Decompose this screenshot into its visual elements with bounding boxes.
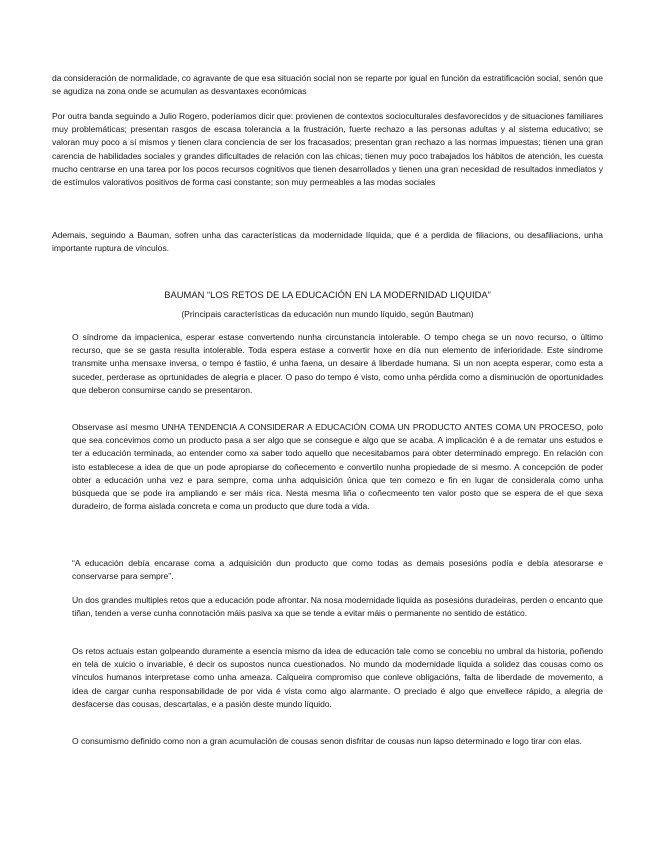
paragraph-retos-actuais: Os retos actuais estan golpeando duramente a esencia mismo da idea de educación tale como se concebiu no umbral da historia, poñendo en tela de xuicio o invariable, é decir os supostos nunca cuestionados. No mundo da modernidade liquida a solidez das cousas como os vínculos humanos interpretase como unha ameaza. Calqueira compromiso que conleve obligacións, falta de liberdade de movemento, a idea de cargar cunha responsabilidade de por vida é vista como algo alarmante. O preciado é algo que envellece rápido, a alegria de desfacerse das cousas, descartalas, e a pasión deste mundo líquido. (72, 646, 603, 709)
paragraph-impaciencia: O síndrome da impacienica, esperar estase convertendo nunha circunstancia intolerable. O tempo chega se un novo recurso, o último recurso, que se se gasta resulta intolerable. Toda espera estase a convertir hoxe en día nun elemento de inferioridade. Este síndrome transmite unha mensaxe inversa, o tempo é fastiio, é unha faena, un desaire á liberdade humana. Si un non acepta esperar, como esta a suceder, perderase as oprtunidades de alegria e placer. O paso do tempo é visto, como unha pérdida como a disminución de oportunidades que deberon consumirse cando se presentaron. (72, 332, 603, 395)
paragraph-normalidade: da consideración de normalidade, co agravante de que esa situación social non se reparte por igual en función da estratificación social, senón que se agudiza na zona onde se acumulan as desvantaxes económicas (52, 73, 603, 97)
section-subtitle: (Principais características da educación nun mundo líquido, según Bautman) (181, 309, 474, 319)
section-title: BAUMAN “LOS RETOS DE LA EDUCACIÓN EN LA MODERNIDAD LIQUIDA” (164, 289, 491, 300)
paragraph-educacion-producto: Observase así mesmo UNHA TENDENCIA A CONSIDERAR A EDUCACIÓN COMA UN PRODUCTO ANTES COMA UN PROCESO, polo que sea concevimos como un producto pasa a ser algo que se consegue e algo que se acaba. A implicación é a de rematar uns estudos e ter a educación terminada, ao entender como xa saber todo aquello que necesitabamos para obter determinado emprego. En relación con isto establecese a idea de que un pode apropiarse do coñecemento e convertilo nunha propiedade de si mesmo. A concepción de poder obter a educación unha vez e para sempre, coma unha adquisición única que ten comezo e fin en lugar de considerala como unha búsqueda que se pode ira ampliando e ser máis rica. Nesta mesma liña o coñecmeento ten valor posto que se espera de el que sexa duradeiro, de forma aislada concreta e coma un producto que dure toda a vida. (72, 422, 603, 512)
paragraph-consumismo: O consumismo definido como non a gran acumulación de cousas senon disfritar de cousas nun lapso determinado e logo tirar con elas. (72, 736, 582, 746)
paragraph-julio-rogero: Por outra banda seguindo a Julio Rogero, poderíamos dicir que: provienen de contextos socioculturales desfavorecidos y de situaciones familiares muy problemáticas; presentan rasgos de escasa tolerancia a la frustración, fuerte rechazo a las personas adultas y al sistema educativo; se valoran muy poco a sí mismos y tienen clara conciencia de ser los fracasados; presentan gran rechazo a las normas impuestas; tienen una gran carencia de habilidades sociales y grandes dificultades de relación con las chicas; tienen muy poco trabajados los hábitos de atención, les cuesta mucho centrarse en una tarea por los pocos recursos cognitivos que tienen desarrollados y tienen una gran necesidad de resultados inmediatos y de estímulos valorativos positivos de forma casi constante; son muy permeables a las modas sociales (52, 111, 603, 188)
paragraph-bauman-intro: Ademais, seguindo a Bauman, sofren unha das características da modernidade líquida, que é a perdida de filiacions, ou desafiliacions, unha importante ruptura de vínculos. (52, 230, 603, 254)
paragraph-retos: Un dos grandes multiples retos que a educación pode afrontar. Na nosa modernidade liquida as posesións duradeiras, perden o encanto que tiñan, tenden a verse cunha connotación máis pasiva xa que se tende a evitar máis o permanente no sentido de estático. (72, 595, 603, 619)
quote-paragraph: “A educación debía encarase coma a adquisición dun producto que como todas as demais posesións podía e debía atesorarse e conservarse para sempre”. (72, 558, 603, 582)
